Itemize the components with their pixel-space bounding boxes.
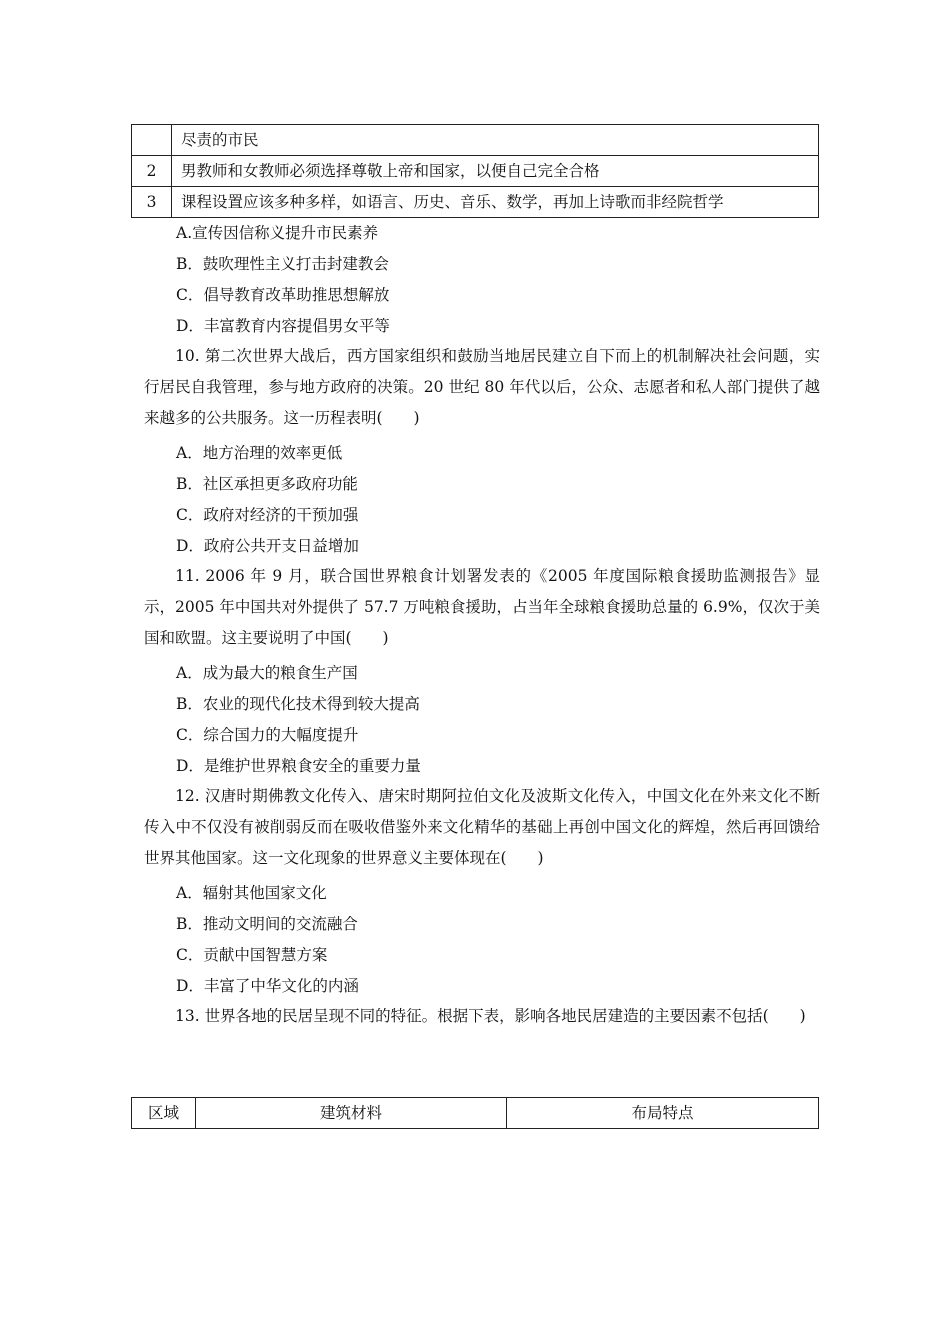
- q13-stem-text: 13. 世界各地的民居呈现不同的特征。根据下表，影响各地民居建造的主要因素不包括( ): [175, 1007, 806, 1025]
- q12-option-d: D．丰富了中华文化的内涵: [176, 977, 359, 995]
- row-number: 3: [132, 187, 172, 218]
- q12-option-c: C．贡献中国智慧方案: [176, 946, 328, 964]
- table-row: [132, 156, 819, 187]
- q10-option-a: A．地方治理的效率更低: [176, 444, 343, 462]
- q10-option-d: D．政府公共开支日益增加: [176, 537, 359, 555]
- q11-option-c: C．综合国力的大幅度提升: [176, 726, 359, 744]
- table-row: [132, 125, 819, 156]
- q12-option-a: A．辐射其他国家文化: [176, 884, 327, 902]
- header-material: 建筑材料: [196, 1098, 507, 1129]
- q9-option-a: A.宣传因信称义提升市民素养: [176, 224, 379, 242]
- q12-option-b: B．推动文明间的交流融合: [176, 915, 358, 933]
- row-text: 尽责的市民: [172, 125, 819, 156]
- q9-option-c: C．倡导教育改革助推思想解放: [176, 286, 390, 304]
- row-text: 课程设置应该多种多样，如语言、历史、音乐、数学，再加上诗歌而非经院哲学: [172, 187, 819, 218]
- table-header-row: [132, 1098, 819, 1129]
- q13-stem: [144, 1001, 820, 1032]
- q10-stem-text: 10. 第二次世界大战后，西方国家组织和鼓励当地居民建立自下而上的机制解决社会问题，实行居民自我管理，参与地方政府的决策。20 世纪 80 年代以后，公众、志愿者和私人部门提供了越来越多的公共服务。这一历程表明( ): [144, 347, 820, 427]
- table-row: [132, 187, 819, 218]
- row-text: 男教师和女教师必须选择尊敬上帝和国家，以便自己完全合格: [172, 156, 819, 187]
- row-number: [132, 125, 172, 156]
- q10-stem: [144, 341, 820, 434]
- q12-stem-text: 12. 汉唐时期佛教文化传入、唐宋时期阿拉伯文化及波斯文化传入，中国文化在外来文化不断传入中不仅没有被削弱反而在吸收借鉴外来文化精华的基础上再创中国文化的辉煌，然后再回馈给世界其他国家。这一文化现象的世界意义主要体现在( ): [144, 787, 820, 867]
- q11-stem-text: 11. 2006 年 9 月，联合国世界粮食计划署发表的《2005 年度国际粮食援助监测报告》显示，2005 年中国共对外提供了 57.7 万吨粮食援助，占当年全球粮食援助总量的 6.9%，仅次于美国和欧盟。这主要说明了中国( ): [144, 567, 820, 647]
- reform-table: [131, 124, 819, 218]
- q9-option-d: D．丰富教育内容提倡男女平等: [176, 317, 390, 335]
- row-number: 2: [132, 156, 172, 187]
- q12-stem: [144, 781, 820, 874]
- q11-option-d: D．是维护世界粮食安全的重要力量: [176, 757, 421, 775]
- q10-option-c: C．政府对经济的干预加强: [176, 506, 359, 524]
- q11-stem: [144, 561, 820, 654]
- q10-option-b: B．社区承担更多政府功能: [176, 475, 358, 493]
- dwelling-table: [131, 1097, 819, 1129]
- header-region: 区域: [132, 1098, 196, 1129]
- q11-option-b: B．农业的现代化技术得到较大提高: [176, 695, 420, 713]
- header-layout: 布局特点: [507, 1098, 819, 1129]
- q9-option-b: B．鼓吹理性主义打击封建教会: [176, 255, 389, 273]
- q11-option-a: A．成为最大的粮食生产国: [176, 664, 358, 682]
